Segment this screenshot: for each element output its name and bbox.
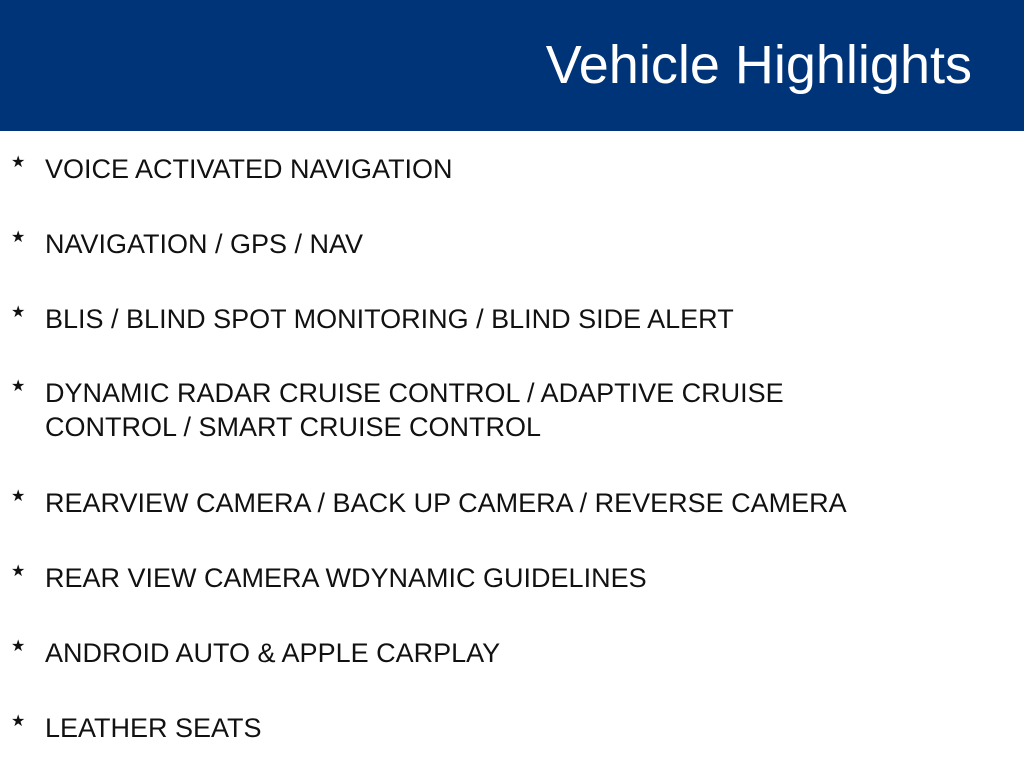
header-bar	[0, 0, 1024, 131]
star-icon: ★	[11, 561, 26, 580]
star-icon: ★	[11, 486, 26, 505]
star-icon: ★	[11, 302, 26, 321]
feature-text: NAVIGATION / GPS / NAV	[45, 229, 364, 259]
feature-text: ANDROID AUTO & APPLE CARPLAY	[45, 638, 501, 668]
star-icon: ★	[11, 376, 26, 395]
feature-text: BLIS / BLIND SPOT MONITORING / BLIND SIDE ALERT	[45, 304, 734, 334]
page-title: Vehicle Highlights	[545, 35, 972, 95]
feature-text: REAR VIEW CAMERA WDYNAMIC GUIDELINES	[45, 563, 647, 593]
star-icon: ★	[11, 711, 26, 730]
feature-text: LEATHER SEATS	[45, 713, 262, 743]
star-icon: ★	[11, 636, 26, 655]
star-icon: ★	[11, 227, 26, 246]
feature-text: REARVIEW CAMERA / BACK UP CAMERA / REVERSE CAMERA	[45, 488, 847, 518]
star-icon: ★	[11, 152, 26, 171]
feature-text: DYNAMIC RADAR CRUISE CONTROL / ADAPTIVE CRUISE CONTROL / SMART CRUISE CONTROL	[45, 378, 784, 442]
feature-text: VOICE ACTIVATED NAVIGATION	[45, 154, 453, 184]
